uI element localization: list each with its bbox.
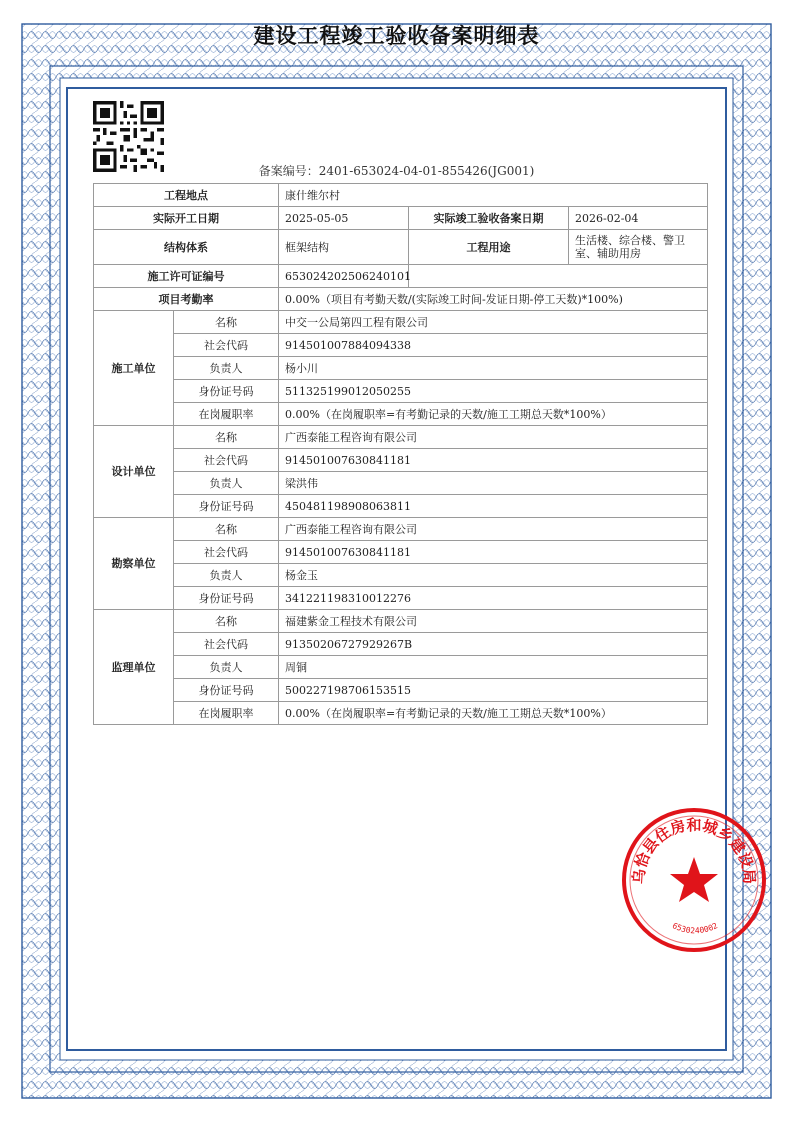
table-row (94, 426, 708, 449)
unit-field-value: 0.00%（在岗履职率=有考勤记录的天数/施工工期总天数*100%） (279, 702, 708, 725)
seal-text: 乌恰县住房和城乡建设局 (629, 815, 759, 885)
filing-date-value: 2026-02-04 (569, 207, 708, 230)
unit-field-value: 91350206727929267B (279, 633, 708, 656)
unit-field-label: 负责人 (174, 564, 279, 587)
unit-field-label: 社会代码 (174, 541, 279, 564)
unit-field-label: 在岗履职率 (174, 702, 279, 725)
unit-field-label: 名称 (174, 426, 279, 449)
location-value: 康什维尔村 (279, 184, 708, 207)
table-row (94, 288, 708, 311)
table-row (94, 472, 708, 495)
table-row (94, 334, 708, 357)
table-row (94, 495, 708, 518)
table-row (94, 265, 708, 288)
attendance-label: 项目考勤率 (94, 288, 279, 311)
table-row (94, 518, 708, 541)
table-row (94, 380, 708, 403)
usage-label: 工程用途 (409, 230, 569, 265)
table-row (94, 311, 708, 334)
unit-field-label: 社会代码 (174, 633, 279, 656)
empty-cell (409, 265, 708, 288)
official-seal (619, 805, 769, 955)
unit-field-label: 社会代码 (174, 449, 279, 472)
filing-detail-table (93, 183, 708, 725)
table-row (94, 449, 708, 472)
unit-field-label: 负责人 (174, 472, 279, 495)
unit-field-value: 914501007630841181 (279, 541, 708, 564)
unit-field-value: 中交一公局第四工程有限公司 (279, 311, 708, 334)
start-date-value: 2025-05-05 (279, 207, 409, 230)
unit-field-value: 杨金玉 (279, 564, 708, 587)
unit-field-value: 广西泰能工程咨询有限公司 (279, 518, 708, 541)
unit-field-value: 500227198706153515 (279, 679, 708, 702)
unit-field-value: 511325199012050255 (279, 380, 708, 403)
unit-group-design: 设计单位 (94, 426, 174, 518)
structure-value: 框架结构 (279, 230, 409, 265)
unit-field-label: 身份证号码 (174, 679, 279, 702)
unit-field-value: 341221198310012276 (279, 587, 708, 610)
table-row (94, 403, 708, 426)
table-row (94, 610, 708, 633)
table-row (94, 184, 708, 207)
table-row (94, 679, 708, 702)
unit-field-label: 负责人 (174, 656, 279, 679)
unit-field-label: 身份证号码 (174, 380, 279, 403)
usage-value: 生活楼、综合楼、警卫室、辅助用房 (569, 230, 708, 265)
unit-group-survey: 勘察单位 (94, 518, 174, 610)
filing-date-label: 实际竣工验收备案日期 (409, 207, 569, 230)
table-row (94, 207, 708, 230)
location-label: 工程地点 (94, 184, 279, 207)
unit-field-value: 914501007884094338 (279, 334, 708, 357)
attendance-value: 0.00%（项目有考勤天数/(实际竣工时间-发证日期-停工天数)*100%) (279, 288, 708, 311)
structure-label: 结构体系 (94, 230, 279, 265)
unit-field-label: 负责人 (174, 357, 279, 380)
unit-field-label: 名称 (174, 518, 279, 541)
unit-field-value: 杨小川 (279, 357, 708, 380)
unit-field-value: 福建紫金工程技术有限公司 (279, 610, 708, 633)
table-row (94, 357, 708, 380)
permit-value: 653024202506240101 (279, 265, 409, 288)
unit-field-label: 身份证号码 (174, 587, 279, 610)
record-number: 备案编号：2401-653024-04-01-855426(JG001) (258, 164, 535, 178)
document-title: 建设工程竣工验收备案明细表 (253, 24, 540, 48)
unit-group-supervision: 监理单位 (94, 610, 174, 725)
unit-field-label: 名称 (174, 311, 279, 334)
table-row (94, 702, 708, 725)
table-row (94, 633, 708, 656)
unit-field-label: 在岗履职率 (174, 403, 279, 426)
table-row (94, 230, 708, 265)
unit-field-value: 梁洪伟 (279, 472, 708, 495)
permit-label: 施工许可证编号 (94, 265, 279, 288)
table-row (94, 587, 708, 610)
unit-field-label: 社会代码 (174, 334, 279, 357)
table-row (94, 541, 708, 564)
unit-field-value: 周铜 (279, 656, 708, 679)
unit-field-value: 914501007630841181 (279, 449, 708, 472)
seal-number: 6530240002 (670, 921, 720, 936)
unit-field-label: 名称 (174, 610, 279, 633)
unit-field-value: 0.00%（在岗履职率=有考勤记录的天数/施工工期总天数*100%） (279, 403, 708, 426)
table-row (94, 564, 708, 587)
unit-field-value: 广西泰能工程咨询有限公司 (279, 426, 708, 449)
star-icon (670, 857, 718, 902)
unit-field-value: 450481198908063811 (279, 495, 708, 518)
unit-group-construction: 施工单位 (94, 311, 174, 426)
table-row (94, 656, 708, 679)
start-date-label: 实际开工日期 (94, 207, 279, 230)
unit-field-label: 身份证号码 (174, 495, 279, 518)
